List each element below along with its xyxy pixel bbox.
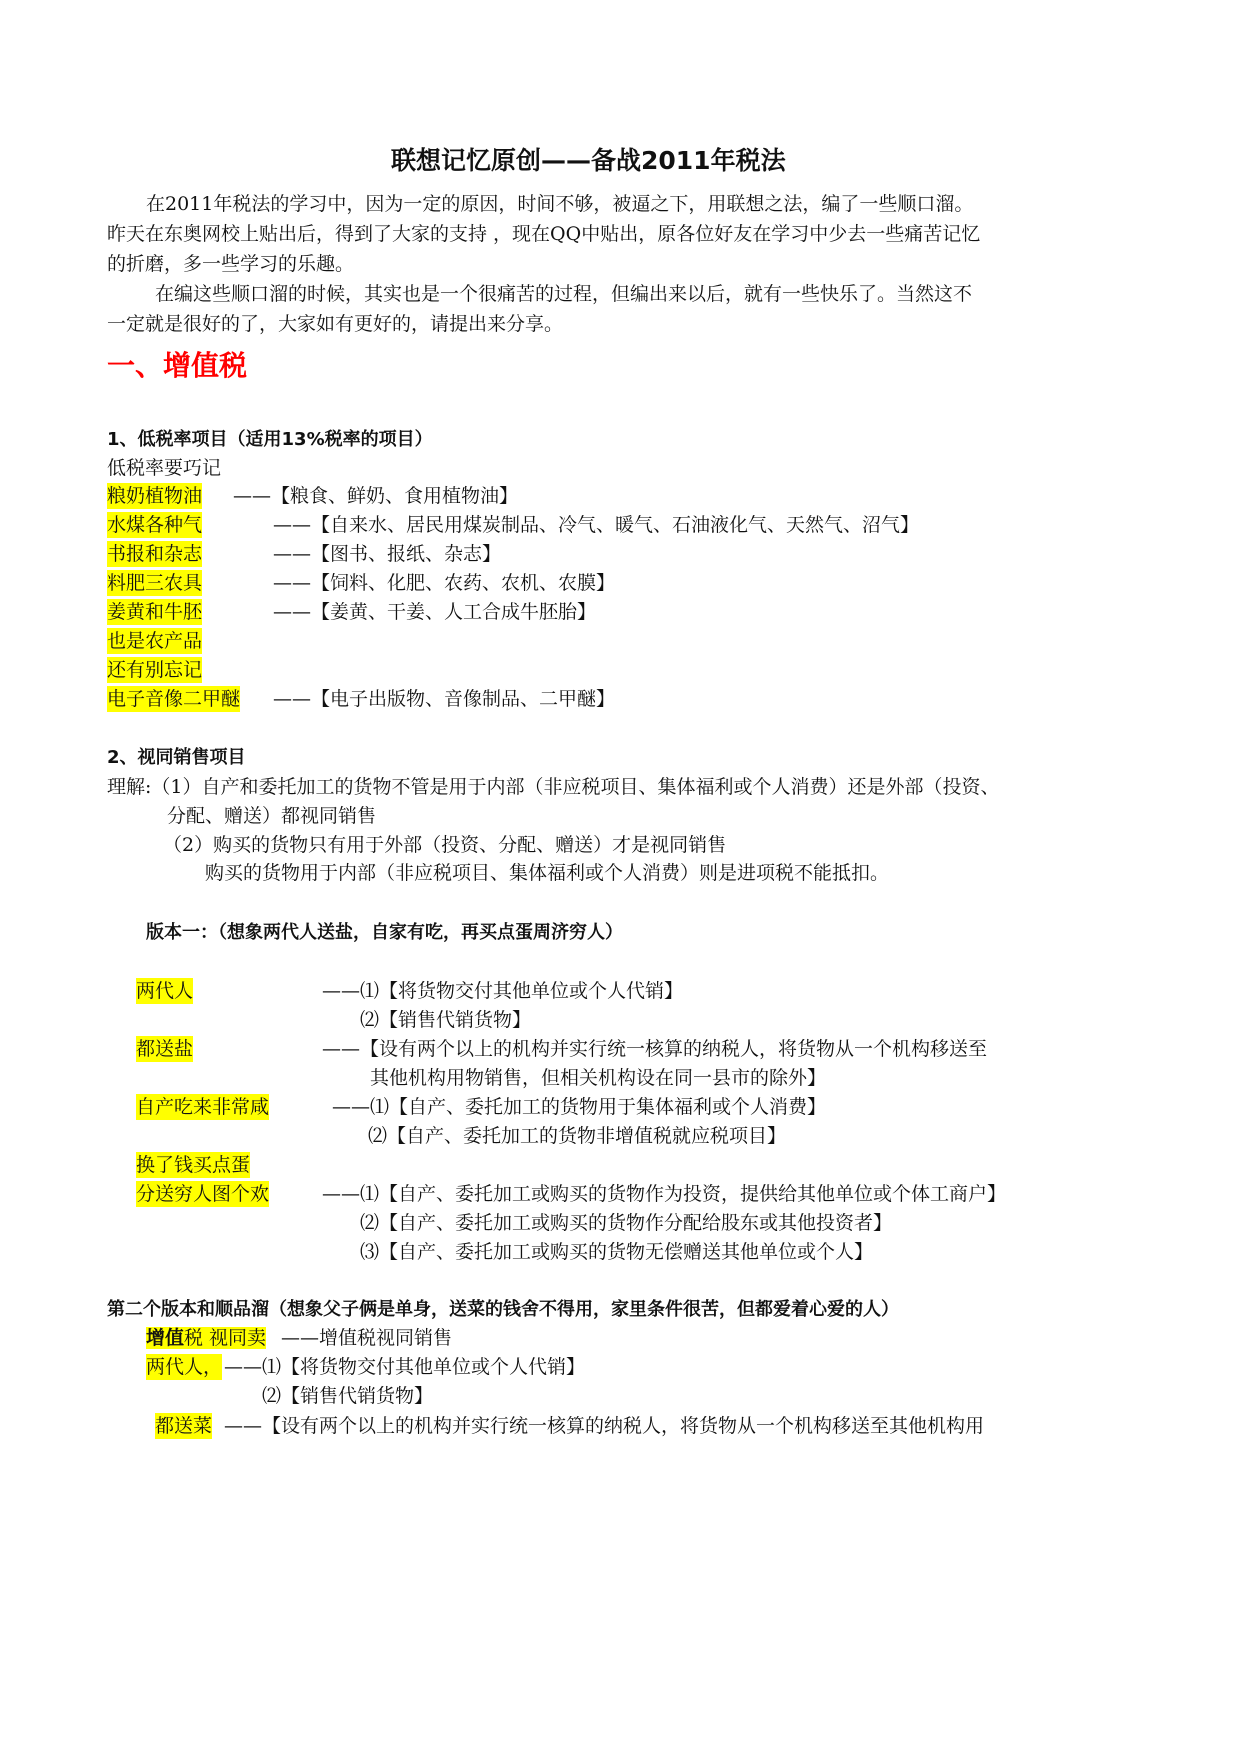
mnemonic-value: ——增值税视同销售 bbox=[281, 1327, 453, 1349]
intro-line: 昨天在东奥网校上贴出后，得到了大家的支持 ，现在QQ中贴出，原各位好友在学习中少去一些痛苦记忆 bbox=[107, 223, 981, 245]
mnemonic-value: ——⑴【自产、委托加工的货物用于集体福利或个人消费】 bbox=[332, 1096, 827, 1118]
mnemonic-key: 换了钱买点蛋 bbox=[136, 1154, 251, 1176]
mnemonic-key: 都送盐 bbox=[136, 1038, 194, 1060]
mnemonic-key: 水煤各种气 bbox=[107, 514, 203, 536]
mnemonic-key: 书报和杂志 bbox=[107, 543, 203, 565]
mnemonic-key: 还有别忘记 bbox=[107, 659, 203, 681]
version-heading: 第二个版本和顺品溜（想象父子俩是单身，送菜的钱舍不得用，家里条件很苦，但都爱着心爱的人） bbox=[107, 1299, 899, 1320]
mnemonic-value: ——【饲料、化肥、农药、农机、农膜】 bbox=[273, 572, 616, 594]
explanation-line: 购买的货物用于内部（非应税项目、集体福利或个人消费）则是进项税不能抵扣。 bbox=[205, 862, 890, 884]
explanation-line: 分配、赠送）都视同销售 bbox=[167, 805, 377, 827]
mnemonic-value: 其他机构用物销售，但相关机构设在同一县市的除外】 bbox=[370, 1067, 827, 1089]
mnemonic-key: 两代人， bbox=[146, 1356, 223, 1378]
section-heading: 2、视同销售项目 bbox=[107, 747, 246, 768]
explanation-line: 理解:（1）自产和委托加工的货物不管是用于内部（非应税项目、集体福利或个人消费）还是外部（投资、 bbox=[107, 776, 1000, 798]
intro-line: 在2011年税法的学习中，因为一定的原因，时间不够，被逼之下，用联想之法，编了一些顺口溜。 bbox=[146, 193, 974, 215]
mnemonic-value: ——【粮食、鲜奶、食用植物油】 bbox=[233, 485, 519, 507]
intro-line: 一定就是很好的了，大家如有更好的，请提出来分享。 bbox=[107, 313, 564, 335]
intro-line: 的折磨，多一些学习的乐趣。 bbox=[107, 253, 355, 275]
mnemonic-key: 都送菜 bbox=[155, 1415, 213, 1437]
highlight-text: 税 视同卖 bbox=[184, 1327, 267, 1349]
mnemonic-value: ⑵【自产、委托加工的货物非增值税就应税项目】 bbox=[368, 1125, 787, 1147]
mnemonic-key: 自产吃来非常咸 bbox=[136, 1096, 270, 1118]
mnemonic-value: ——【自来水、居民用煤炭制品、冷气、暖气、石油液化气、天然气、沼气】 bbox=[273, 514, 920, 536]
mnemonic-value: ——【图书、报纸、杂志】 bbox=[273, 543, 502, 565]
mnemonic-value: ——【电子出版物、音像制品、二甲醚】 bbox=[273, 688, 616, 710]
mnemonic-key: 姜黄和牛胚 bbox=[107, 601, 203, 623]
mnemonic-value: ⑶【自产、委托加工或购买的货物无偿赠送其他单位或个人】 bbox=[360, 1241, 874, 1263]
mnemonic-key: 粮奶植物油 bbox=[107, 485, 203, 507]
mnemonic-value: ⑵【销售代销货物】 bbox=[360, 1009, 532, 1031]
mnemonic-key: 分送穷人图个欢 bbox=[136, 1183, 270, 1205]
mnemonic-value: ——【设有两个以上的机构并实行统一核算的纳税人，将货物从一个机构移送至其他机构用 bbox=[224, 1415, 985, 1437]
mnemonic-value: ——⑴【将货物交付其他单位或个人代销】 bbox=[322, 980, 684, 1002]
chapter-heading: 一、增值税 bbox=[107, 349, 248, 382]
mnemonic-value: ⑵【自产、委托加工或购买的货物作分配给股东或其他投资者】 bbox=[360, 1212, 893, 1234]
mnemonic-key: 电子音像二甲醚 bbox=[107, 688, 241, 710]
mnemonic-value: ——⑴【自产、委托加工或购买的货物作为投资，提供给其他单位或个体工商户】 bbox=[322, 1183, 1007, 1205]
section-heading: 1、低税率项目（适用13%税率的项目） bbox=[107, 429, 433, 450]
version-subtitle bbox=[146, 1325, 266, 1351]
mnemonic-key: 也是农产品 bbox=[107, 630, 203, 652]
mnemonic-value: ——⑴【将货物交付其他单位或个人代销】 bbox=[224, 1356, 586, 1378]
mnemonic-value: ——【姜黄、干姜、人工合成牛胚胎】 bbox=[273, 601, 597, 623]
page-title: 联想记忆原创——备战2011年税法 bbox=[391, 146, 786, 175]
section-lead: 低税率要巧记 bbox=[107, 457, 222, 479]
mnemonic-value: ⑵【销售代销货物】 bbox=[262, 1385, 434, 1407]
version-heading: 版本一：（想象两代人送盐，自家有吃，再买点蛋周济穷人） bbox=[146, 922, 623, 943]
mnemonic-key: 两代人 bbox=[136, 980, 194, 1002]
mnemonic-value: ——【设有两个以上的机构并实行统一核算的纳税人，将货物从一个机构移送至 bbox=[322, 1038, 988, 1060]
explanation-line: （2）购买的货物只有用于外部（投资、分配、赠送）才是视同销售 bbox=[163, 834, 727, 856]
mnemonic-key: 料肥三农具 bbox=[107, 572, 203, 594]
highlight-bold: 增值 bbox=[146, 1327, 185, 1349]
intro-line: 在编这些顺口溜的时候，其实也是一个很痛苦的过程，但编出来以后，就有一些快乐了。当然这不 bbox=[155, 283, 973, 305]
